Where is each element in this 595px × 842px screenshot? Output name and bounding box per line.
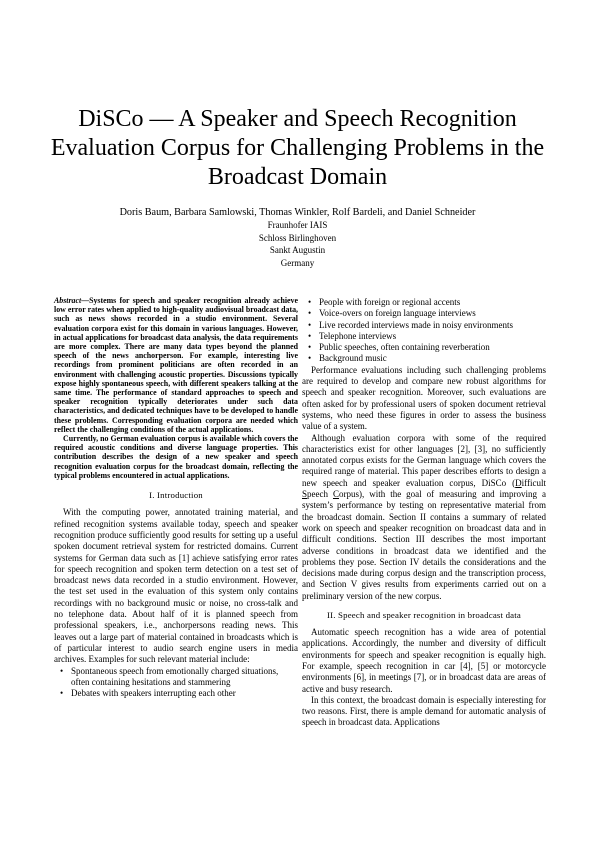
right-column [302, 297, 546, 729]
bullet-icon: • [308, 330, 312, 341]
title-line: Evaluation Corpus for Challenging Problems in the [50, 135, 545, 161]
abstract-lead: Abstract [54, 296, 82, 305]
body-paragraph [302, 433, 546, 602]
abstract-paragraph [54, 296, 298, 434]
affiliation-line: Fraunhofer IAIS [267, 220, 328, 230]
list-item [302, 320, 546, 331]
body-paragraph: With the computing power, annotated training material, and refined recognition systems available today, speech and speaker recognition produce sufficiently good results for setting up a useful spoken document retrieval system for restricted domains. Current systems for German data such as [1] achieve satisfying error rates for speech recognition and spoken term detection on a test set of broadcast news data recorded in a studio environment. However, the test set used in the evaluation of this system only contains recordings with no background music or noise, no cross-talk and no telephone data. About half of it is planned speech from professional speakers, i.e., anchorpersons reading news. This leaves out a large part of material contained in broadcasts which is of particular interest to audio search engine users in media archives. Examples for such relevant material include: [54, 507, 298, 665]
list-item [302, 331, 546, 342]
affiliation-line: Sankt Augustin [269, 245, 326, 256]
paper-title [30, 105, 565, 192]
list-item [54, 666, 298, 689]
body-paragraph: Automatic speech recognition has a wide area of potential applications. Accordingly, the number and diversity of difficult environments for speech and speaker recognition is equally high. For example, speech recognition in car [4], [5] or motorcycle environments [6], in meetings [7], or in broadcast data are areas of active and busy research. [302, 627, 546, 694]
list-item-text: Telephone interviews [319, 330, 397, 341]
bullet-icon: • [308, 342, 312, 353]
list-item-text: Public speeches, often containing reverberation [319, 342, 490, 353]
bullet-icon: • [60, 688, 64, 699]
acronym-letter: S [302, 489, 308, 500]
abstract [54, 296, 298, 480]
list-item-text: Spontaneous speech from emotionally charged situations, often containing hesitations and stammering [71, 665, 279, 687]
bullet-icon: • [308, 319, 312, 330]
bullet-icon: • [308, 353, 312, 364]
section-heading: II. Speech and speaker recognition in broadcast data [326, 610, 522, 621]
bullet-icon: • [60, 665, 64, 676]
list-item-text: People with foreign or regional accents [319, 297, 461, 307]
affiliation-line: Schloss Birlinghoven [258, 232, 337, 243]
bullet-list [302, 297, 546, 365]
paragraph-text: ), with the goal of measuring and improving a system’s performance by testing on representative material from the broadcast domain. Section II contains a summary of related work on speech and speaker recognition on broadcast data and in difficult conditions. Section III describes the most important adverse conditions in broadcast data we identified and the problems they pose. Section IV details the considerations and the decisions made during corpus design and the transcription process, and Section V gives results from experiments carried out on a preliminary version of the new corpus. [302, 489, 547, 601]
author-list: Doris Baum, Barbara Samlowski, Thomas Winkler, Rolf Bardeli, and Daniel Schneider [119, 207, 476, 218]
section-heading: I. Introduction [149, 490, 203, 501]
acronym-letter: C [332, 489, 339, 500]
list-item-text: Debates with speakers interrupting each other [71, 688, 236, 699]
bullet-icon: • [308, 308, 312, 319]
list-item-text: Background music [319, 353, 387, 364]
acronym-letter: D [515, 477, 522, 488]
list-item [54, 688, 298, 699]
abstract-text: —Systems for speech and speaker recognition already achieve low error rates when applied to high-quality audiovisual broadcast data, such as news shows recorded in a studio environment. Several evaluation corpora exist for this domain in various languages. However, in actual applications for broadcast data analysis, the data requirements are more complex. There are many data types beyond the planned speech of the news anchorperson. For example, interesting live recordings from prominent politicians are often recorded in an environment with challenging acoustic properties. Discussions typically expose highly spontaneous speech, with different speakers talking at the same time. The performance of standard approaches to speech and speaker recognition typically deteriorates under such data characteristics, and dedicated techniques have to be developed to handle these problems. Corresponding evaluation corpora are needed which reflect the challenging conditions of the actual applications. [54, 296, 298, 434]
acronym-text: orpus [339, 489, 359, 500]
list-item-text: Live recorded interviews made in noisy environments [319, 319, 513, 330]
list-item [302, 353, 546, 364]
body-paragraph: In this context, the broadcast domain is especially interesting for two reasons. First, there is ample demand for automatic analysis of speech in broadcast data. Applications [302, 694, 546, 728]
body-paragraph: Performance evaluations including such challenging problems are required to develop and compare new robust algorithms for speech and speaker recognition. Moreover, such evaluations are often asked for by professional users of spoken document retrieval systems, who need these figures in order to assess the business value of a system. [302, 364, 546, 432]
bullet-list [54, 666, 298, 700]
acronym-text: ifficult [521, 477, 546, 488]
list-item-text: Voice-overs on foreign language interviews [319, 308, 476, 319]
title-line: Broadcast Domain [207, 164, 388, 190]
list-item [302, 308, 546, 319]
paragraph-text: Although evaluation corpora with some of the required characteristics exist for other languages [2], [3], no sufficiently annotated corpus exists for the German language which covers the required range of material. This paper describes efforts to design a new speech and speaker evaluation corpus, DiSCo ( [302, 432, 546, 488]
list-item [302, 342, 546, 353]
affiliation-block [30, 219, 565, 270]
title-line: DiSCo — A Speaker and Speech Recognition [78, 106, 517, 132]
left-column [54, 296, 298, 699]
bullet-icon: • [308, 297, 312, 307]
list-item [302, 297, 546, 308]
acronym-text: peech [307, 489, 333, 500]
affiliation-line: Germany [280, 258, 315, 269]
abstract-paragraph: Currently, no German evaluation corpus is available which covers the required acoustic conditions and diverse language properties. This contribution describes the design of a new speaker and speech recognition evaluation corpus for the broadcast domain, reflecting the typical problems encountered in actual applications. [54, 434, 298, 480]
